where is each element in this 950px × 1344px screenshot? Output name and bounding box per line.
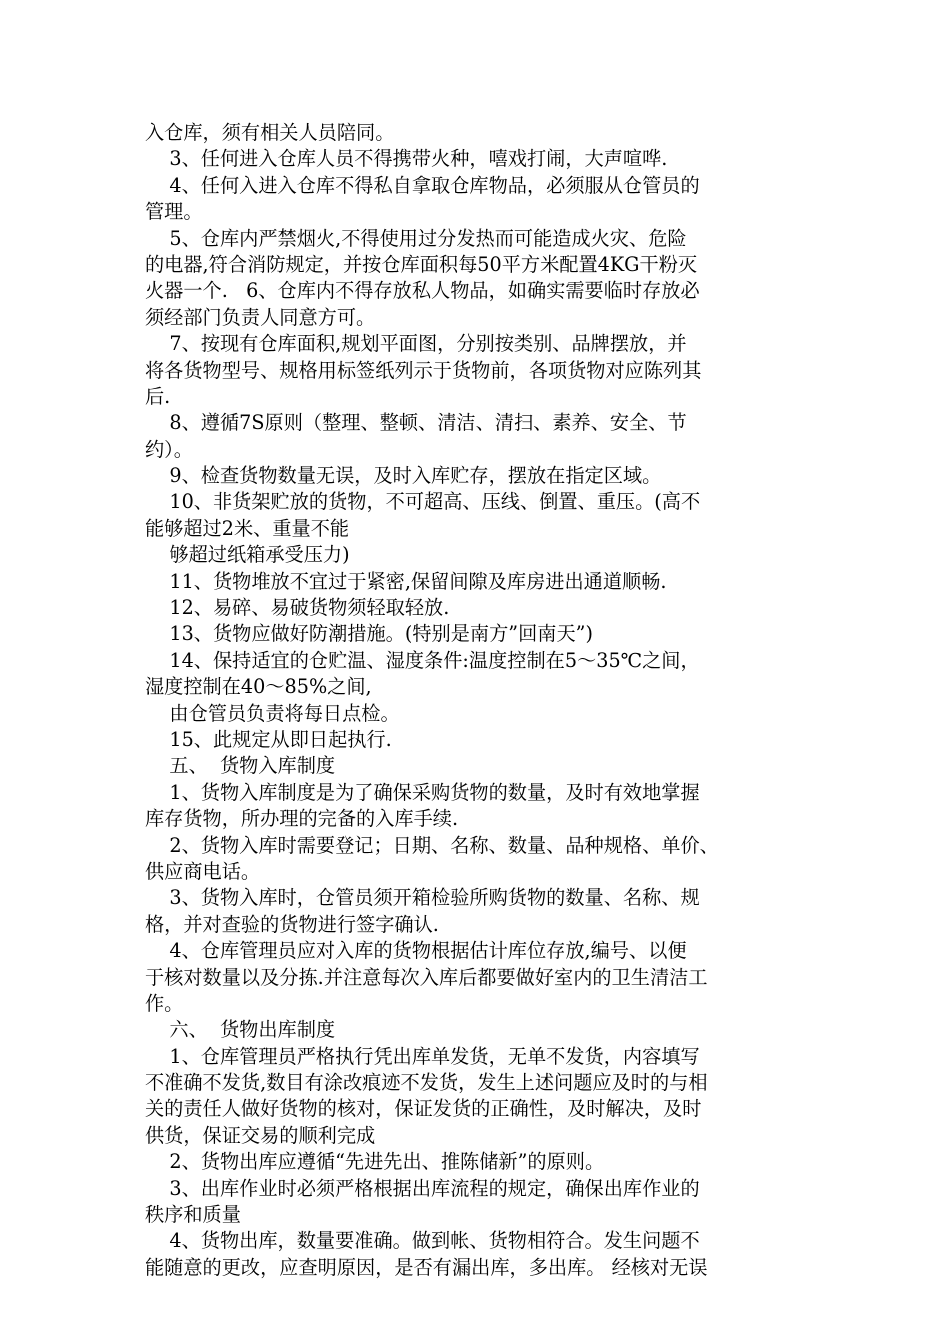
document-body bbox=[145, 120, 815, 1281]
text-line: 由仓管员负责将每日点检。 bbox=[145, 701, 400, 725]
text-line: 六、 货物出库制度 bbox=[145, 1018, 336, 1042]
text-line: 关的责任人做好货物的核对，保证发货的正确性，及时解决，及时 bbox=[145, 1097, 702, 1121]
text-line: 3、出库作业时必须严格根据出库流程的规定，确保出库作业的 bbox=[145, 1176, 700, 1200]
text-line: 秩序和质量 bbox=[145, 1203, 241, 1227]
text-line: 14、保持适宜的仓贮温、湿度条件:温度控制在5～35℃之间， bbox=[145, 648, 700, 672]
text-line: 7、按现有仓库面积,规划平面图，分别按类别、品牌摆放，并 bbox=[145, 332, 687, 356]
text-line: 2、货物出库应遵循“先进先出、推陈储新”的原则。 bbox=[145, 1150, 605, 1174]
text-line: 后. bbox=[145, 384, 171, 408]
text-line: 9、检查货物数量无误，及时入库贮存，摆放在指定区域。 bbox=[145, 464, 662, 488]
text-line: 能够超过2米、重量不能 bbox=[145, 516, 350, 540]
text-line: 8、遵循7S原则（整理、整顿、清洁、清扫、素养、安全、节 bbox=[145, 411, 687, 435]
text-line: 12、易碎、易破货物须轻取轻放. bbox=[145, 596, 450, 620]
text-line: 库存货物，所办理的完备的入库手续. bbox=[145, 807, 459, 831]
text-line: 供应商电话。 bbox=[145, 859, 261, 883]
text-line: 5、仓库内严禁烟火,不得使用过分发热而可能造成火灾、危险 bbox=[145, 226, 687, 250]
text-line: 2、货物入库时需要登记；日期、名称、数量、品种规格、单价、 bbox=[145, 833, 719, 857]
text-line: 格，并对查验的货物进行签字确认. bbox=[145, 912, 439, 936]
text-line: 1、仓库管理员严格执行凭出库单发货，无单不发货，内容填写 bbox=[145, 1044, 700, 1068]
text-line: 13、货物应做好防潮措施。(特别是南方”回南天”) bbox=[145, 622, 593, 646]
text-line: 约）。 bbox=[145, 437, 193, 461]
text-line: 11、货物堆放不宜过于紧密,保留间隙及库房进出通道顺畅. bbox=[145, 569, 667, 593]
text-line: 作。 bbox=[145, 991, 184, 1015]
text-line: 4、货物出库，数量要准确。做到帐、货物相符合。发生问题不 bbox=[145, 1229, 700, 1253]
text-line: 3、任何进入仓库人员不得携带火种，嘻戏打闹，大声喧哗. bbox=[145, 147, 668, 171]
text-line: 须经部门负责人同意方可。 bbox=[145, 305, 376, 329]
text-line: 4、仓库管理员应对入库的货物根据估计库位存放,编号、以便 bbox=[145, 939, 687, 963]
text-line: 4、任何入进入仓库不得私自拿取仓库物品，必须服从仓管员的 bbox=[145, 173, 700, 197]
text-line: 火器一个. 6、仓库内不得存放私人物品，如确实需要临时存放必 bbox=[145, 279, 700, 303]
text-line: 将各货物型号、规格用标签纸列示于货物前，各项货物对应陈列其 bbox=[145, 358, 702, 382]
text-line: 1、货物入库制度是为了确保采购货物的数量，及时有效地掌握 bbox=[145, 780, 700, 804]
text-line: 10、非货架贮放的货物，不可超高、压线、倒置、重压。(高不 bbox=[145, 490, 701, 514]
text-line: 能随意的更改，应查明原因，是否有漏出库，多出库。 经核对无误 bbox=[145, 1255, 708, 1279]
text-line: 于核对数量以及分拣.并注意每次入库后都要做好室内的卫生清洁工 bbox=[145, 965, 708, 989]
text-line: 3、货物入库时，仓管员须开箱检验所购货物的数量、名称、规 bbox=[145, 886, 700, 910]
text-line: 五、 货物入库制度 bbox=[145, 754, 336, 778]
text-line: 不准确不发货,数目有涂改痕迹不发货，发生上述问题应及时的与相 bbox=[145, 1071, 708, 1095]
text-line: 管理。 bbox=[145, 200, 203, 224]
text-line: 15、此规定从即日起执行. bbox=[145, 727, 392, 751]
text-line: 够超过纸箱承受压力) bbox=[145, 543, 350, 567]
text-line: 湿度控制在40～85%之间, bbox=[145, 675, 372, 699]
text-line: 的电器,符合消防规定，并按仓库面积每50平方米配置4KG干粉灭 bbox=[145, 252, 698, 276]
text-line: 供货，保证交易的顺利完成 bbox=[145, 1123, 376, 1147]
text-line: 入仓库，须有相关人员陪同。 bbox=[145, 121, 395, 144]
